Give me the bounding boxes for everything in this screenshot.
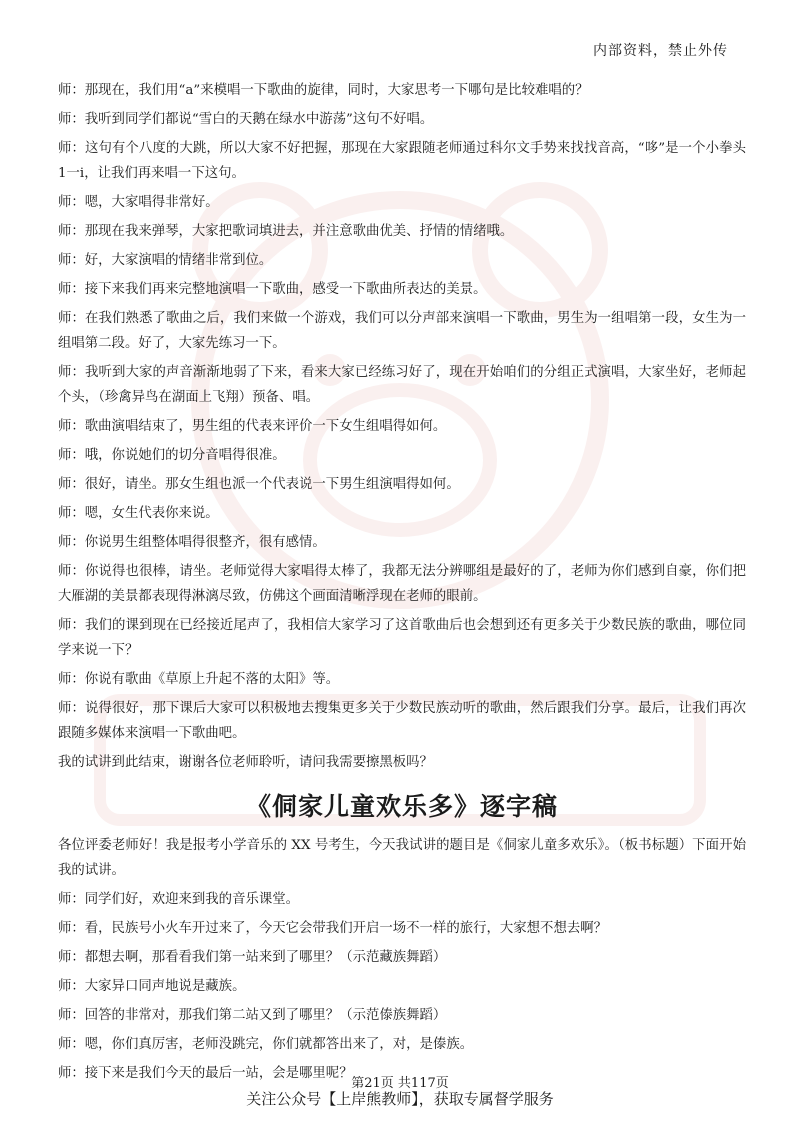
- paragraph: 师：哦，你说她们的切分音唱得很准。: [58, 448, 286, 463]
- paragraph: 师：我们的课到现在已经接近尾声了，我相信大家学习了这首歌曲后也会想到还有更多关于少数民族的歌曲，哪位同学来说一下？: [58, 618, 746, 658]
- paragraph: 师：接下来是我们今天的最后一站，会是哪里呢？: [58, 1066, 353, 1081]
- document-body: [58, 78, 746, 1090]
- paragraph: 师：说得很好，那下课后大家可以积极地去搜集更多关于少数民族动听的歌曲，然后跟我们分享。最后，让我们再次跟随多媒体来演唱一下歌曲吧。: [58, 701, 746, 741]
- paragraph: 师：你说男生组整体唱得很整齐，很有感情。: [58, 535, 326, 550]
- paragraph: 师：嗯，你们真厉害，老师没跳完，你们就都答出来了，对，是傣族。: [58, 1037, 474, 1052]
- paragraph: 师：看，民族号小火车开过来了，今天它会带我们开启一场不一样的旅行，大家想不想去啊？: [58, 921, 608, 936]
- paragraph: 师：那现在我来弹琴，大家把歌词填进去，并注意歌曲优美、抒情的情绪哦。: [58, 224, 514, 239]
- paragraph: 师：歌曲演唱结束了，男生组的代表来评价一下女生组唱得如何。: [58, 419, 447, 434]
- header-note: 内部资料，禁止外传: [593, 43, 728, 59]
- transcript-part-2: [58, 833, 746, 1086]
- paragraph: 各位评委老师好！我是报考小学音乐的 XX 号考生，今天我试讲的题目是《侗家儿童多欢乐》。（板书标题）下面开始我的试讲。: [58, 838, 746, 878]
- paragraph: 师：接下来我们再来完整地演唱一下歌曲，感受一下歌曲所表达的美景。: [58, 282, 487, 297]
- paragraph: 师：这句有个八度的大跳，所以大家不好把握，那现在大家跟随老师通过科尔文手势来找找音高，“哆”是一个小拳头 1一i，让我们再来唱一下这句。: [58, 141, 746, 181]
- paragraph: 我的试讲到此结束，谢谢各位老师聆听，请问我需要擦黑板吗？: [58, 755, 433, 770]
- paragraph: 师：那现在，我们用“a”来模唱一下歌曲的旋律，同时，大家思考一下哪句是比较难唱的？: [58, 83, 589, 98]
- paragraph: 师：都想去啊，那看看我们第一站来到了哪里？（示范藏族舞蹈）: [58, 950, 447, 965]
- transcript-part-1: [58, 78, 746, 775]
- section-title: 《侗家儿童欢乐多》逐字稿: [245, 792, 558, 821]
- paragraph: 师：大家异口同声地说是藏族。: [58, 979, 246, 994]
- paragraph: 师：嗯，女生代表你来说。: [58, 506, 219, 521]
- paragraph: 师：我听到大家的声音渐渐地弱了下来，看来大家已经练习好了，现在开始咱们的分组正式演唱，大家坐好，老师起个头，（珍禽异鸟在湖面上飞翔）预备、唱。: [58, 365, 746, 405]
- paragraph: 师：好，大家演唱的情绪非常到位。: [58, 253, 273, 268]
- footer-note: 关注公众号【上岸熊教师】，获取专属督学服务: [246, 1090, 554, 1108]
- paragraph: 师：我听到同学们都说“雪白的天鹅在绿水中游荡”这句不好唱。: [58, 112, 434, 127]
- paragraph: 师：你说有歌曲《草原上升起不落的太阳》等。: [58, 672, 340, 687]
- paragraph: 师：在我们熟悉了歌曲之后，我们来做一个游戏，我们可以分声部来演唱一下歌曲，男生为一组唱第一段，女生为一组唱第二段。好了，大家先练习一下。: [58, 311, 746, 351]
- paragraph: 师：你说得也很棒，请坐。老师觉得大家唱得太棒了，我都无法分辨哪组是最好的了，老师为你们感到自豪，你们把大雁湖的美景都表现得淋漓尽致，仿佛这个画面清晰浮现在老师的眼前。: [58, 564, 746, 604]
- paragraph: 师：很好，请坐。那女生组也派一个代表说一下男生组演唱得如何。: [58, 477, 460, 492]
- paragraph: 师：同学们好，欢迎来到我的音乐课堂。: [58, 892, 300, 907]
- paragraph: 师：回答的非常对，那我们第二站又到了哪里？（示范傣族舞蹈）: [58, 1008, 447, 1023]
- paragraph: 师：嗯，大家唱得非常好。: [58, 195, 219, 210]
- page-number: 第21页 共117页: [351, 1076, 449, 1091]
